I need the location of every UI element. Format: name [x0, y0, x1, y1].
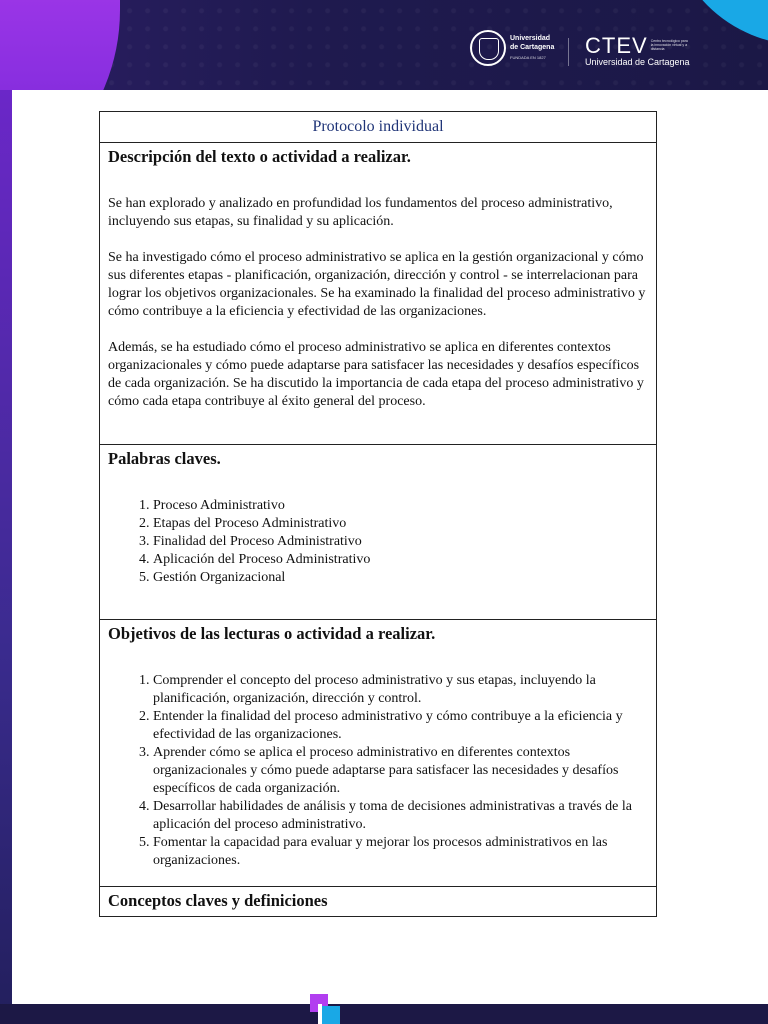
decorative-white-bar	[318, 1004, 322, 1024]
decorative-left-stripe	[0, 90, 12, 1024]
keywords-list	[108, 497, 648, 587]
list-item: 2. Entender la finalidad del proceso administrativo y cómo contribuye a la eficiencia y efectividad de las organizaciones.	[153, 708, 648, 744]
protocol-table	[99, 111, 657, 917]
list-item: 1. Comprender el concepto del proceso administrativo y sus etapas, incluyendo la planificación, organización, dirección y control.	[153, 672, 648, 708]
udc-logo-line2: de Cartagena	[510, 44, 555, 51]
objectives-section	[100, 619, 656, 886]
list-item: 3. Aprender cómo se aplica el proceso administrativo en diferentes contextos organizacionales y cómo puede adaptarse para satisfacer las necesidades y desafíos específicos de cada organización.	[153, 744, 648, 798]
description-heading: Descripción del texto o actividad a realizar.	[108, 147, 411, 166]
list-item: 1. Proceso Administrativo	[153, 497, 648, 515]
ctev-logo-subtitle: Universidad de Cartagena	[585, 57, 690, 67]
logo-divider	[568, 38, 569, 66]
ctev-logo-word: CTEV	[585, 33, 648, 58]
keywords-section	[100, 444, 656, 619]
udc-logo-line1: Universidad	[510, 35, 551, 42]
list-item: 5. Gestión Organizacional	[153, 569, 648, 587]
concepts-section	[100, 886, 656, 916]
concepts-heading: Conceptos claves y definiciones	[108, 891, 328, 910]
ctev-logo-tagline: Centro tecnológico para la innovación virtual y a distancia	[650, 39, 688, 51]
description-paragraph: Se ha investigado cómo el proceso administrativo se aplica en la gestión organizacional y cómo sus diferentes etapas - planificación, organización, dirección y control - se interrelacionan para lograr los objetivos organizacionales. Se ha examinado la finalidad del proceso administrativo y cómo contribuye a la eficiencia y efectividad de las organizaciones.	[108, 250, 646, 319]
universidad-cartagena-logo	[470, 30, 554, 66]
list-item: 3. Finalidad del Proceso Administrativo	[153, 533, 648, 551]
header-band	[0, 0, 768, 90]
udc-logo-line3: FUNDADA EN 1827	[510, 55, 546, 60]
decorative-purple-curve	[0, 0, 120, 90]
description-section	[100, 142, 656, 444]
objectives-heading: Objetivos de las lecturas o actividad a realizar.	[108, 624, 436, 643]
description-paragraph: Además, se ha estudiado cómo el proceso administrativo se aplica en diferentes contextos organizacionales y cómo puede adaptarse para satisfacer las necesidades y desafíos específicos de cada organización. Se ha discutido la importancia de cada etapa del proceso administrativo y cómo cada etapa contribuye al éxito general del proceso.	[108, 340, 644, 409]
objectives-list	[108, 672, 648, 870]
footer-band	[0, 1004, 768, 1024]
ctev-logo	[585, 33, 691, 67]
list-item: 4. Aplicación del Proceso Administrativo	[153, 551, 648, 569]
table-title: Protocolo individual	[312, 118, 444, 135]
list-item: 5. Fomentar la capacidad para evaluar y mejorar los procesos administrativos en las organizaciones.	[153, 834, 648, 870]
description-paragraph: Se han explorado y analizado en profundidad los fundamentos del proceso administrativo, incluyendo sus etapas, su finalidad y su aplicación.	[108, 196, 613, 229]
decorative-cyan-square	[322, 1006, 340, 1024]
list-item: 2. Etapas del Proceso Administrativo	[153, 515, 648, 533]
list-item: 4. Desarrollar habilidades de análisis y toma de decisiones administrativas a través de la aplicación del proceso administrativo.	[153, 798, 648, 834]
keywords-heading: Palabras claves.	[108, 449, 221, 468]
table-title-row	[100, 112, 656, 142]
university-seal-icon	[470, 30, 506, 66]
